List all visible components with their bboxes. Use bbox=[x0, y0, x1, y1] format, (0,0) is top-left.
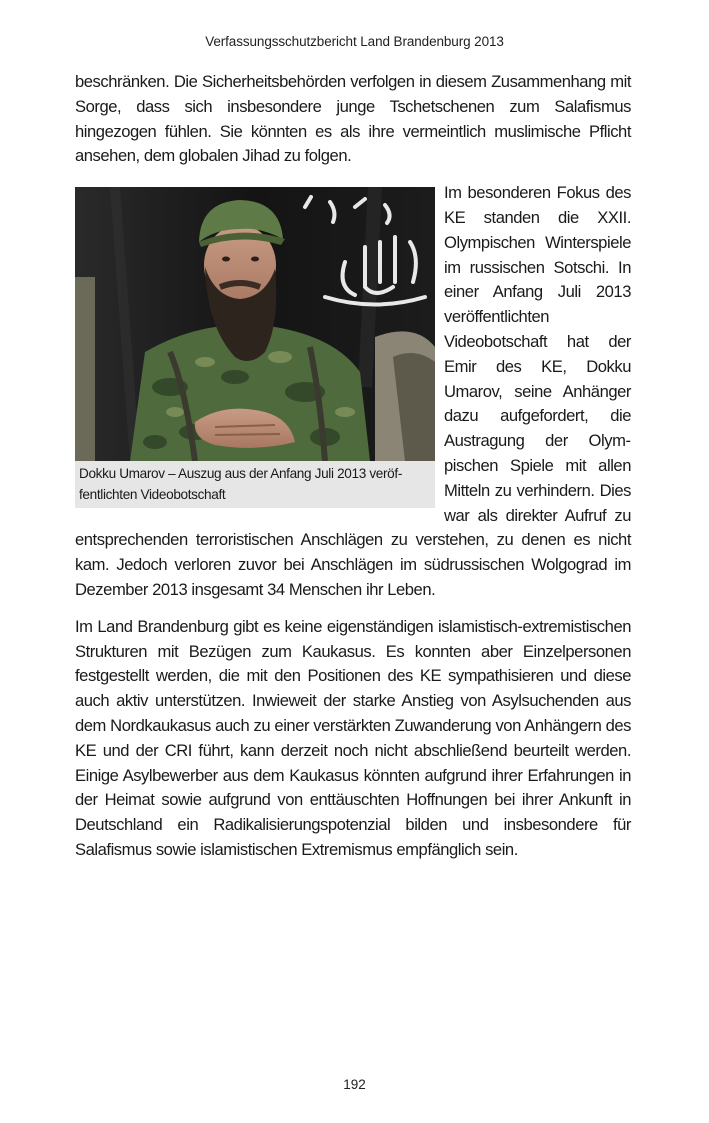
video-still-photo bbox=[75, 187, 435, 461]
page-number: 192 bbox=[343, 1077, 366, 1092]
running-header: Verfassungsschutzbericht Land Brandenburg 2013 bbox=[205, 34, 504, 49]
figure bbox=[75, 187, 435, 508]
paragraph-intro: beschränken. Die Sicherheitsbehörden verfolgen in diesem Zusammenhang mit Sorge, dass sich insbesondere junge Tschetschenen zum Salafismus hingezogen fühlen. Sie könnten es als ihre vermeintlich muslimische Pflicht ansehen, dem globalen Jihad zu folgen. bbox=[75, 72, 631, 166]
paragraph-olympics: Im besonderen Fokus des KE standen die XXII. Olympischen Winterspiele im russischen Sotschi. In einer Anfang Juli 2013 veröffentlichten Videobotschaft hat der Emir des KE, Dokku Umarov, seine Anhänger dazu aufgefordert, die Austragung der Olympischen Spiele mit allen Mitteln zu verhindern. Dies war als direkter Aufruf zu entsprechenden terroristischen Anschlägen zu verstehen, zu denen es nicht kam. Jedoch verloren zuvor bei Anschlägen im südrussischen Wolgograd im Dezember 2013 insgesamt 34 Menschen ihr Leben. bbox=[75, 183, 631, 599]
document-body bbox=[75, 70, 631, 875]
figure-caption: Dokku Umarov – Auszug aus der Anfang Juli 2013 veröffentlichten Videobotschaft bbox=[75, 461, 435, 508]
paragraph-brandenburg: Im Land Brandenburg gibt es keine eigenständigen islamistisch-extremistischen Strukturen mit Bezügen zum Kaukasus. Es konnten aber Einzelpersonen festgestellt werden, die mit den Positionen des KE sympathisieren und diese auch aktiv unterstützen. Inwieweit der starke Anstieg von Asylsuchenden aus dem Nordkaukasus auch zu einer verstärkten Zuwanderung von Anhängern des KE und der CRI führt, kann derzeit noch nicht abschließend beurteilt werden. Einige Asylbewerber aus dem Kaukasus könnten aufgrund ihrer Erfahrungen in der Heimat sowie aufgrund von enttäuschten Hoffnungen bei ihrer Ankunft in Deutschland ein Radikalisierungspotenzial bilden und insbesondere für Salafismus sowie islamistischen Extremismus empfänglich sein. bbox=[75, 616, 631, 859]
